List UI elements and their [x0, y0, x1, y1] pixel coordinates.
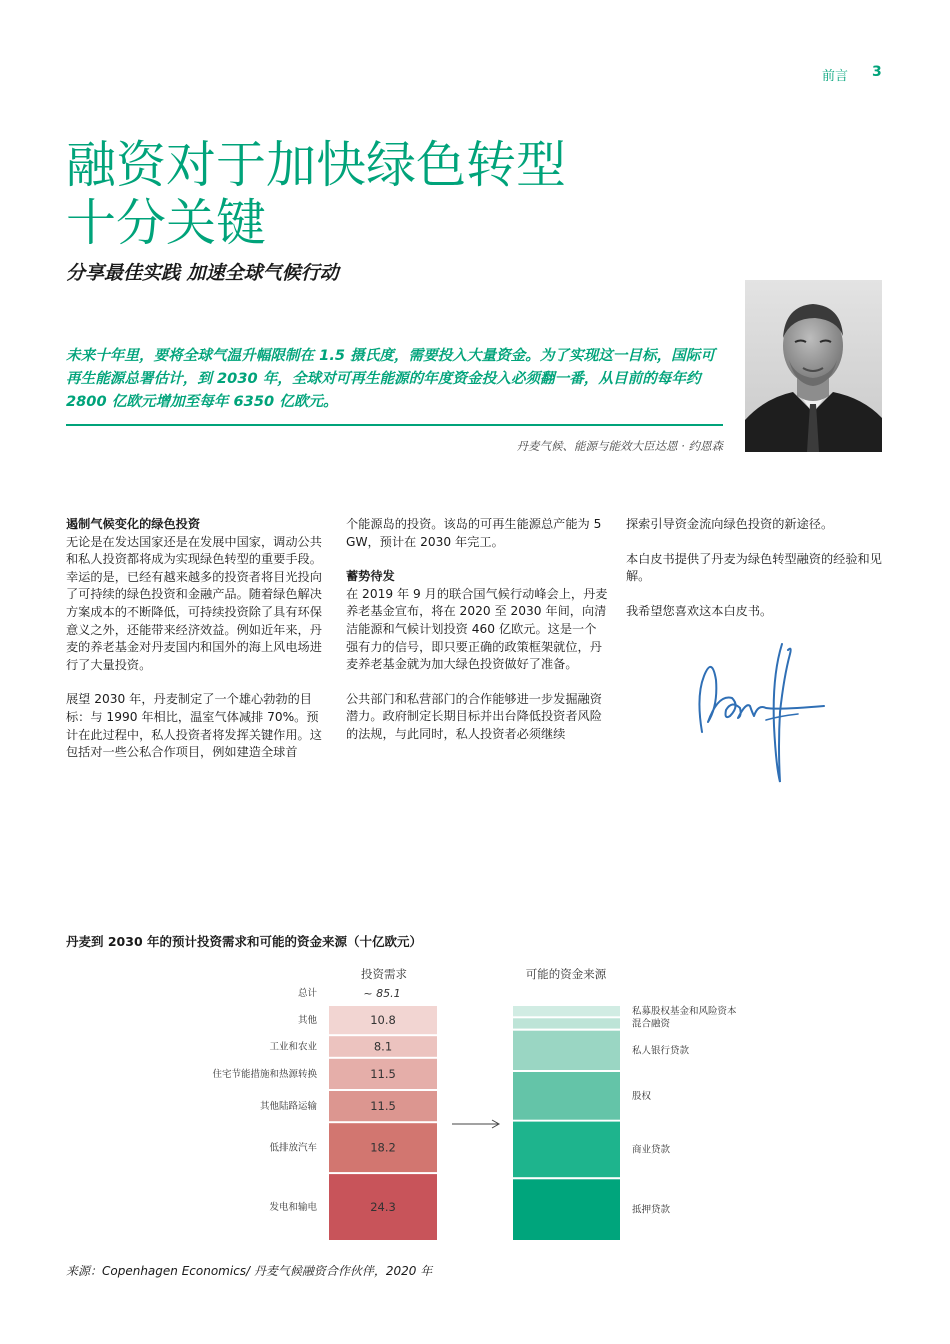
demand-category-label: 其他	[297, 1015, 317, 1027]
total-value: ~ 85.1	[363, 987, 401, 1000]
title-line-2: 十分关键	[66, 194, 266, 252]
source-note: 来源：Copenhagen Economics/ 丹麦气候融资合作伙伴，2020 年	[66, 1264, 433, 1278]
source-category-label: 私募股权基金和风险资本	[632, 1006, 737, 1018]
chart-title: 丹麦到 2030 年的预计投资需求和可能的资金来源（十亿欧元）	[66, 934, 422, 949]
section-heading: 遏制气候变化的绿色投资	[66, 517, 201, 531]
paragraph: 我希望您喜欢这本白皮书。	[626, 603, 773, 618]
demand-category-label: 其他陆路运输	[259, 1101, 317, 1113]
demand-category-label: 住宅节能措施和热源转换	[212, 1068, 317, 1080]
demand-value-label: 11.5	[370, 1066, 396, 1081]
source-bar-segment	[513, 1122, 620, 1178]
source-bar-segment	[513, 1018, 620, 1028]
demand-header: 投资需求	[361, 967, 407, 981]
paragraph: 个能源岛的投资。该岛的可再生能源总产能为 5 GW，预计在 2030 年完工。	[346, 517, 602, 549]
section-label: 前言	[822, 69, 849, 84]
source-category-label: 混合融资	[632, 1018, 671, 1030]
demand-value-label: 8.1	[373, 1039, 393, 1054]
source-bar-segment	[513, 1179, 620, 1240]
demand-value-label: 18.2	[370, 1140, 396, 1155]
demand-value-label: 11.5	[370, 1099, 396, 1114]
title-line-1: 融资对于加快绿色转型	[66, 136, 566, 194]
demand-value-label: 10.8	[370, 1013, 396, 1028]
paragraph: 无论是在发达国家还是在发展中国家，调动公共和私人投资都将成为实现绿色转型的重要手段。幸运的是，已经有越来越多的投资者将目光投向了可持续的绿色投资和金融产品。随着绿色解决方案成本的不断降低，可持续投资除了具有环保意义之外，还能带来经济效益。例如近年来，丹麦的养老基金对丹麦国内和国外的海上风电场进行了大量投资。	[66, 534, 322, 672]
source-bar-segment	[513, 1072, 620, 1120]
paragraph: 探索引导资金流向绿色投资的新途径。	[626, 517, 834, 531]
paragraph: 在 2019 年 9 月的联合国气候行动峰会上，丹麦养老基金宣布，将在 2020 至 2030 年间，向清洁能源和气候计划投资 460 亿欧元。这是一个强有力的信号，即只要正确的政策框架就位，丹麦养老基金就为加大绿色投资做好了准备。	[346, 586, 608, 672]
paragraph: 展望 2030 年，丹麦制定了一个雄心勃勃的目标：与 1990 年相比，温室气体减排 70%。预计在此过程中，私人投资者将发挥关键作用。这包括对一些公私合作项目，例如建造全球首	[66, 692, 322, 760]
sources-header: 可能的资金来源	[525, 967, 607, 981]
source-bar-segment	[513, 1006, 620, 1016]
quote-attribution: 丹麦气候、能源与能效大臣达恩 · 约恩森	[516, 439, 723, 453]
pull-quote: 未来十年里，要将全球气温升幅限制在 1.5 摄氏度，需要投入大量资金。为了实现这一目标，国际可再生能源总署估计，到 2030 年，全球对可再生能源的年度资金投入必须翻一番，从目前的每年约 2800 亿欧元增加至每年 6350 亿欧元。	[66, 347, 715, 410]
source-category-label: 私人银行贷款	[632, 1045, 690, 1057]
subtitle: 分享最佳实践 加速全球气候行动	[66, 262, 339, 284]
paragraph: 公共部门和私营部门的合作能够进一步发掘融资潜力。政府制定长期目标并出台降低投资者风险的法规，与此同时，私人投资者必须继续	[346, 691, 602, 741]
demand-category-label: 工业和农业	[269, 1041, 317, 1053]
source-category-label: 股权	[632, 1090, 652, 1102]
page-number: 3	[872, 64, 882, 80]
total-label: 总计	[297, 988, 317, 999]
demand-value-label: 24.3	[370, 1200, 396, 1214]
section-heading: 蓄势待发	[346, 569, 395, 584]
source-bar-segment	[513, 1031, 620, 1070]
paragraph: 本白皮书提供了丹麦为绿色转型融资的经验和见解。	[626, 551, 882, 584]
source-category-label: 抵押贷款	[632, 1204, 671, 1216]
demand-category-label: 发电和输电	[269, 1202, 317, 1213]
source-category-label: 商业贷款	[632, 1144, 671, 1156]
demand-category-label: 低排放汽车	[269, 1142, 317, 1154]
